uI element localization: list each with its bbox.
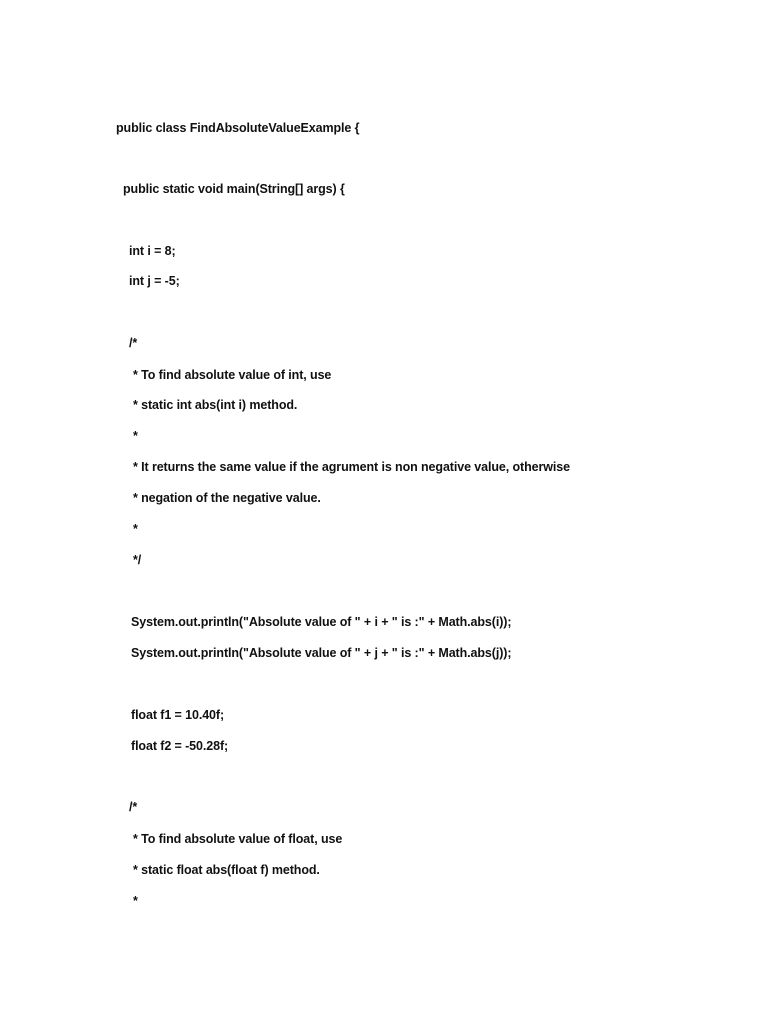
code-line-int-i: int i = 8; <box>129 244 176 258</box>
code-line-comment-float-2: * static float abs(float f) method. <box>133 863 320 877</box>
code-line-comment-star-2: * <box>133 522 138 536</box>
code-line-comment-int-1: * To find absolute value of int, use <box>133 368 332 382</box>
code-line-float-f1: float f1 = 10.40f; <box>131 708 225 722</box>
code-line-println-i: System.out.println("Absolute value of " + i + " is :" + Math.abs(i)); <box>131 615 512 629</box>
code-line-comment-float-1: * To find absolute value of float, use <box>133 832 343 846</box>
code-line-println-j: System.out.println("Absolute value of " + j + " is :" + Math.abs(j)); <box>131 646 512 660</box>
code-line-int-j: int j = -5; <box>129 274 180 288</box>
code-line-comment-star-3: * <box>133 894 138 908</box>
code-line-comment-close: */ <box>133 553 142 567</box>
code-line-comment-negation: * negation of the negative value. <box>133 491 321 505</box>
code-line-comment-open-2: /* <box>129 800 138 814</box>
code-line-main-method: public static void main(String[] args) { <box>123 182 345 196</box>
code-line-class-declaration: public class FindAbsoluteValueExample { <box>116 121 360 135</box>
code-line-comment-int-2: * static int abs(int i) method. <box>133 398 298 412</box>
code-line-float-f2: float f2 = -50.28f; <box>131 739 229 753</box>
code-line-comment-open: /* <box>129 336 138 350</box>
code-line-comment-returns: * It returns the same value if the agrument is non negative value, otherwise <box>133 460 570 474</box>
code-line-comment-star-1: * <box>133 429 138 443</box>
